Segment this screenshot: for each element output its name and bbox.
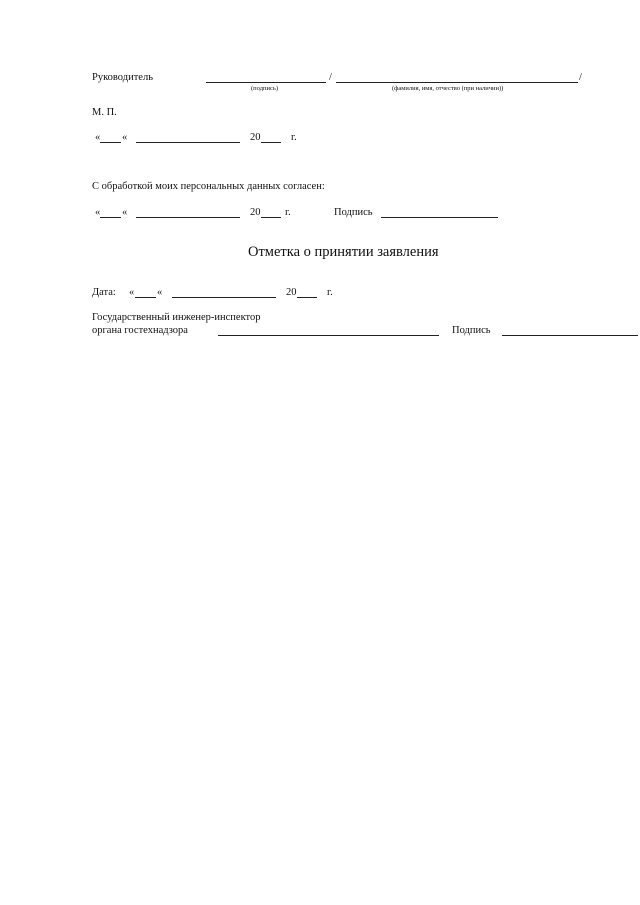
day-line[interactable] [135, 297, 156, 298]
open-quote: « [95, 132, 101, 143]
year-prefix: 20 [250, 207, 261, 218]
consent-text: С обработкой моих персональных данных согласен: [92, 181, 325, 192]
full-name-caption: (фамилия, имя, отчество (при наличии)) [392, 85, 504, 92]
year-line[interactable] [261, 142, 281, 143]
close-quote: « [122, 132, 128, 143]
year-line[interactable] [261, 217, 281, 218]
signature-caption: (подпись) [251, 85, 278, 92]
slash-separator: / [579, 72, 582, 83]
month-line[interactable] [136, 142, 240, 143]
slash-separator: / [329, 72, 332, 83]
inspector-name-line[interactable] [218, 335, 439, 336]
year-suffix: г. [327, 287, 333, 298]
year-suffix: г. [285, 207, 291, 218]
inspector-title-line-2: органа гостехнадзора [92, 325, 188, 336]
signature-label: Подпись [452, 325, 491, 336]
close-quote: « [157, 287, 163, 298]
month-line[interactable] [172, 297, 276, 298]
inspector-title-line-1: Государственный инженер-инспектор [92, 312, 261, 323]
signature-label: Подпись [334, 207, 373, 218]
inspector-signature-line[interactable] [502, 335, 638, 336]
full-name-line[interactable] [336, 82, 578, 83]
close-quote: « [122, 207, 128, 218]
day-line[interactable] [100, 217, 121, 218]
consent-signature-line[interactable] [381, 217, 498, 218]
month-line[interactable] [136, 217, 240, 218]
signatory-label: Руководитель [92, 72, 153, 83]
year-prefix: 20 [286, 287, 297, 298]
year-prefix: 20 [250, 132, 261, 143]
stamp-place-label: М. П. [92, 107, 117, 118]
acceptance-title: Отметка о принятии заявления [248, 244, 439, 260]
open-quote: « [95, 207, 101, 218]
year-line[interactable] [297, 297, 317, 298]
signature-line[interactable] [206, 82, 326, 83]
date-label: Дата: [92, 287, 116, 298]
day-line[interactable] [100, 142, 121, 143]
year-suffix: г. [291, 132, 297, 143]
open-quote: « [129, 287, 135, 298]
